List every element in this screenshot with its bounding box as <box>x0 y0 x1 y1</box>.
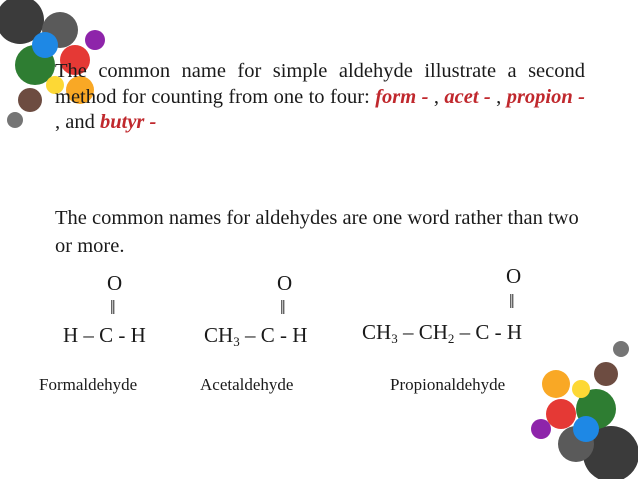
formula-ch: CH <box>204 323 234 347</box>
formula-mid: – CH <box>397 320 448 344</box>
formaldehyde-label: Formaldehyde <box>39 375 138 394</box>
formula-subscript: 3 <box>391 331 398 346</box>
term-butyr: butyr - <box>99 111 157 133</box>
flower-decoration-bottom-right <box>516 329 638 479</box>
propionaldehyde-double-bond: ‖ <box>509 291 515 313</box>
acetaldehyde-oxygen: O <box>277 271 293 295</box>
acetaldehyde-label: Acetaldehyde <box>200 375 294 394</box>
formula-subscript: 2 <box>447 331 455 346</box>
formaldehyde-formula: H – C - H <box>63 323 146 347</box>
separator: , and <box>55 111 100 133</box>
term-acet: acet - <box>444 85 491 108</box>
term-propion: propion - <box>506 85 585 108</box>
formaldehyde-oxygen: O <box>107 271 123 295</box>
formula-rest: – C - H <box>239 323 308 347</box>
separator: , <box>428 85 445 108</box>
intro-paragraph <box>55 59 585 136</box>
intro-text: The common name for simple aldehyde illustrate a second method for counting from one to four: <box>55 60 585 108</box>
formula-subscript: 3 <box>233 334 240 349</box>
naming-paragraph: The common names for aldehydes are one word rather than two or more. <box>55 207 579 257</box>
separator: , <box>490 85 507 108</box>
propionaldehyde-formula <box>362 322 522 345</box>
formula-rest: – C - H <box>454 320 523 344</box>
acetaldehyde-double-bond: ‖ <box>280 297 286 319</box>
acetaldehyde-formula <box>204 325 307 348</box>
term-form: form - <box>375 85 429 108</box>
formula-ch: CH <box>362 320 392 344</box>
propionaldehyde-oxygen: O <box>506 264 522 288</box>
propionaldehyde-label: Propionaldehyde <box>390 375 506 394</box>
formaldehyde-double-bond: ‖ <box>110 297 116 319</box>
